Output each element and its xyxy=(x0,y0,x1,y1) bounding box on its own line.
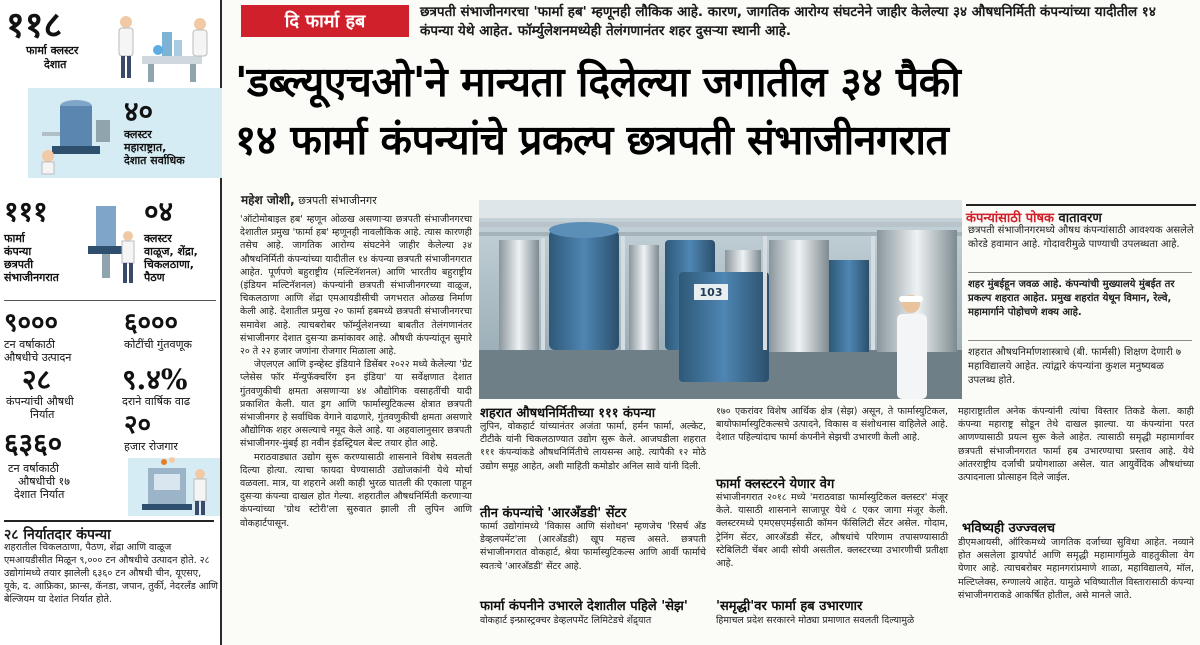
stat-pharma-clusters-label-1: फार्मा क्लस्टर xyxy=(26,44,79,57)
section-heading-future: भविष्यही उज्ज्वलच xyxy=(962,521,1055,536)
stat-exporters-number: २८ xyxy=(22,363,52,396)
stat-pharma-companies-label-1: फार्मा xyxy=(4,232,25,245)
stat-pharma-clusters-number: ११८ xyxy=(6,4,63,46)
stat-production-number: ९००० xyxy=(4,308,59,338)
sidebox-divider-1 xyxy=(968,272,1192,273)
sidebox-heading xyxy=(966,204,1196,226)
stat-growth-number: ९.४% xyxy=(122,363,188,396)
section-body-111-companies: लुपिन, वोकहार्ट यांच्यानंतर अजंता फार्मा, हर्मन फार्मा, अल्केट, टीटीके यांनी चिकलठाण्यात उद्योग सुरू केले. आजघडीला शहरात १११ कंपन्यांकडे औषधनिर्मितीचे लायसन्स आहे. त्यापैकी १२ मोठे उद्योग समूह आहेत, अशी माहिती कमोडोर अनिल सावे यांनी दिली. xyxy=(480,421,706,472)
stat-production-label-2: औषधीचे उत्पादन xyxy=(4,351,72,364)
stat-maharashtra-number: ४० xyxy=(124,95,154,128)
stat-production-label-1: टन वर्षाकाठी xyxy=(4,338,56,351)
stat-maharashtra-label-3: देशात सर्वाधिक xyxy=(124,154,185,167)
section-heading-samruddhi: 'समृद्धी'वर फार्मा हब उभारणार xyxy=(716,599,863,614)
article-growth-story: मराठवाड्यात उद्योग सुरू करण्यासाठी शासनाने विशेष सवलती दिल्या होत्या. त्याचा फायदा घेण्यासाठी उद्योजकांनी येथे मोर्चा वळवला. मात्र, या शहराने अशी काही भुरळ घातली की एकाला पाहून दुसऱ्या कंपन्या दाखल होत गेल्या. शहरातील औषधनिर्मिती करणाऱ्या कंपन्यांच्या 'ग्रोथ स्टोरी'ला सुरुवात झाली ती लुपिन आणि वोकहार्टपासून. xyxy=(240,451,472,529)
stat-export-tonnage-label-1: टन वर्षाकाठी xyxy=(8,462,60,475)
stat-pharma-companies-label-3: छत्रपती xyxy=(4,258,34,271)
stat-clusters-label-3: चिकलठाणा, xyxy=(144,258,194,271)
stat-exporters-label-1: कंपन्यांची औषधी xyxy=(6,395,74,408)
stat-exporters-label-2: निर्यात xyxy=(30,408,55,421)
sidebox-connectivity: शहर मुंबईहून जवळ आहे. कंपन्यांची मुख्यालये मुंबईत तर प्रकल्प शहरात आहेत. प्रमुख शहरांत येथून विमान, रेल्वे, महामार्गाने पोहोचणे शक्य आहे. xyxy=(968,279,1175,318)
section-body-rnd: फार्मा उद्योगांमध्ये 'विकास आणि संशोधन' म्हणजेच 'रिसर्च अँड डेव्हलपमेंट'ला (आरअँडडी) खूप महत्त्व असते. छत्रपती संभाजीनगरात वोकहार्ट, श्रेया फार्मास्युटिकल्स आणि आर्वी फार्माचे स्वतःचे 'आरअँडडी' सेंटर आहे. xyxy=(480,521,706,572)
section-heading-rnd: तीन कंपन्यांचे 'आरअँडडी' सेंटर xyxy=(480,506,627,521)
sidebox-heading-red: कंपन्यांसाठी पोषक xyxy=(966,211,1054,226)
stat-maharashtra-label-2: महाराष्ट्रात, xyxy=(124,141,167,154)
stat-clusters-label-2: वाळूज, शेंद्रा, xyxy=(144,245,198,258)
section-heading-cluster: फार्मा क्लस्टरने येणार वेग xyxy=(716,477,835,492)
section-heading-111-companies: शहरात औषधनिर्मितीच्या १११ कंपन्या xyxy=(480,406,656,421)
stat-export-tonnage-label-3: देशात निर्यात xyxy=(14,488,65,501)
stat-pharma-companies-label-4: संभाजीनगरात xyxy=(4,271,59,284)
reactor-machine-illustration xyxy=(32,92,116,176)
sidebox-heading-rest: वातावरण xyxy=(1053,211,1102,226)
exporters-heading: २८ निर्यातदार कंपन्या xyxy=(4,520,214,544)
stat-export-tonnage-label-2: औषधीची १७ xyxy=(18,475,70,488)
article-intro: 'ऑटोमोबाइल हब' म्हणून ओळख असणाऱ्या छत्रपती संभाजीनगरचा देशातील प्रमुख 'फार्मा हब' म्हणूनही नावलौकिक आहे. त्यास कारणही तसेच आहे. जागतिक आरोग्य संघटनेने जाहीर केलेल्या ३४ औषधनिर्मिती कंपन्यांच्या यादीतील १४ कंपन्या छत्रपती संभाजीनगरात आहेत. पूर्णपणे बहुराष्ट्रीय (मल्टिनॅशनल) आणि भारतीय बहुराष्ट्रीय (इंडियन मल्टिनॅशनल) कंपन्यांनी छत्रपती संभाजीनगरच्या वाळूज, चिकलठाणा आणि शेंद्रा एमआयडीसीची जगभरात ओळख निर्माण केली आहे. देशातील प्रमुख २० फार्मा हबमध्ये छत्रपती संभाजीनगरचा समावेश आहे. त्याचबरोबर फॉर्म्युलेशनच्या बाबतीत तेलंगणानंतर संभाजीनगर देशात दुसऱ्या क्रमांकावर आहे. औषधी कंपन्यांतून सुमारे २० ते २२ हजार जणांना रोजगार मिळाला आहे. xyxy=(240,214,472,358)
stat-pharma-companies-label-2: कंपन्या xyxy=(4,245,32,258)
section-body-samruddhi: हिमाचल प्रदेश सरकारने मोठ्या प्रमाणात सवलती दिल्यामुळे xyxy=(716,615,915,626)
byline xyxy=(241,191,377,208)
pharma-plant-photo xyxy=(479,200,962,399)
stat-clusters-label-1: क्लस्टर xyxy=(144,232,172,245)
section-heading-sez: फार्मा कंपनीने उभारले देशातील पहिले 'सेझ' xyxy=(480,599,688,614)
stat-jobs-label: हजार रोजगार xyxy=(124,440,178,453)
sidebar-divider xyxy=(4,300,216,301)
sidebox-climate: छत्रपती संभाजीनगरमध्ये औषध कंपन्यांसाठी आवश्यक असलेले कोरडे हवामान आहे. गोदावरीमुळे पाण्याची उपलब्धता आहे. xyxy=(968,225,1194,250)
stats-sidebar xyxy=(0,0,222,645)
section-body-sez: वोकहार्ट इन्फ्रास्ट्रक्चर डेव्हलपमेंट लिमिटेडचे शेंद्र्यात xyxy=(480,615,652,626)
article-survey: जेएलएल आणि इन्व्हेस्ट इंडियाने डिसेंबर २०२२ मध्ये केलेल्या 'ग्रेट प्लेसेस फॉर मॅन्युफॅक्चरिंग इन इंडिया' या सर्वेक्षणात देशात गुंतवणुकीची क्षमता असणाऱ्या ४४ औद्योगिक वसाहतींची यादी प्रकाशित केली. यात ड्रग आणि फार्मास्युटिकल्स क्षेत्रात छत्रपती संभाजीनगर हे सर्वाधिक वेगाने वाढणारे, गुंतवणुकीची क्षमता असणारे औद्योगिक शहर असल्याचे नमूद केले आहे. या अहवालानुसार छत्रपती संभाजीनगर-मुंबई हा नवीन इंडस्ट्रियल बेल्ट तयार होत आहे. xyxy=(240,359,472,450)
section-body-cluster: संभाजीनगरात २०१८ मध्ये 'मराठवाडा फार्मास्युटिकल क्लस्टर' मंजूर केले. यासाठी शासनाने साजापूर येथे ८ एकर जागा मंजूर केली. क्लस्टरमध्ये एमएसएमईसाठी कॉमन फॅसिलिटी सेंटर असेल. गोदाम, ट्रेनिंग सेंटर, आरअँडडी सेंटर, औषधांचे परिणाम तपासण्यासाठी स्टेबिलिटी चेंबर आदी सोयी असतील. क्लस्टरच्या उभारणीची प्रतीक्षा आहे. xyxy=(716,492,948,570)
section-body-future: डीएमआयसी, ऑरिकमध्ये जागतिक दर्जाच्या सुविधा आहेत. नव्याने होत असलेला ड्रायपोर्ट आणि समृद्धी महामार्गामुळे वाहतुकीला वेग येणार आहे. त्याचबरोबर महानगरांप्रमाणे शाळा, महाविद्यालये, मॉल, मल्टिप्लेक्स, रुग्णालये आहेत. यामुळे भविष्यातील विस्तारासाठी कंपन्या संभाजीनगराकडे आकर्षित होतील, असे मानले जाते. xyxy=(958,537,1194,601)
stat-clusters-label-4: पैठण xyxy=(144,271,165,284)
stat-growth-label: दराने वार्षिक वाढ xyxy=(122,395,191,408)
stat-investment-number: ६००० xyxy=(124,308,179,338)
scientist-microscope-illustration xyxy=(82,196,138,288)
stat-maharashtra-label-1: क्लस्टर xyxy=(124,128,152,141)
lead-paragraph: छत्रपती संभाजीनगरचा 'फार्मा हब' म्हणूनही लौकिक आहे. कारण, जागतिक आरोग्य संघटनेने जाहीर केलेल्या ३४ औषधनिर्मिती कंपन्यांच्या यादीतील १४ कंपन्या येथे आहेत. फॉर्म्युलेशनमध्येही तेलंगणानंतर शहर दुसऱ्या स्थानी आहे. xyxy=(420,4,1156,39)
stat-pharma-companies-number: १११ xyxy=(4,195,48,228)
headline-line-1: 'डब्ल्यूएचओ'ने मान्यता दिलेल्या जगातील ३४ पैकी xyxy=(235,58,961,106)
headline-line-2: १४ फार्मा कंपन्यांचे प्रकल्प छत्रपती संभाजीनगरात xyxy=(235,116,949,164)
pill-machine-illustration xyxy=(134,454,218,518)
lab-scientists-illustration xyxy=(112,6,212,84)
sidebox-divider-2 xyxy=(968,340,1192,341)
exporters-body: शहरातील चिकलठाणा, पैठण, शेंद्रा आणि वाळूज एमआयडीसीत मिळून ९,००० टन औषधीचे उत्पादन होते. २८ उद्योगांमध्ये तयार झालेली ६३६० टन औषधी चीन, यूएसए, यूके, द. आफ्रिका, फ्रान्स, कॅनडा, जपान, तुर्की, नेदरलँड आणि बेल्जियम या देशांत निर्यात होते. xyxy=(4,542,218,605)
stat-jobs-number: २० xyxy=(124,410,152,440)
article-column-1 xyxy=(240,213,472,530)
section-tag: दि फार्मा हब xyxy=(241,5,409,37)
stat-investment-label: कोटींची गुंतवणूक xyxy=(124,338,193,351)
stat-clusters-number: ०४ xyxy=(144,195,174,228)
section-body-sez-continued: १७० एकरांवर विशेष आर्थिक क्षेत्र (सेझ) असून, ते फार्मास्युटिकल, बायोफार्मास्युटिकल्सचे उत्पादने, विकास व संशोधनास वाहिलेले आहे. देशात पहिल्यांदाच फार्मा कंपनीने सेझची उभारणी केली आहे. xyxy=(716,406,948,444)
byline-author: महेश जोशी, xyxy=(241,193,295,207)
headline xyxy=(235,53,1195,169)
sidebox-education: शहरात औषधनिर्माणशास्त्राचे (बी. फार्मसी) शिक्षण देणारी ७ महाविद्यालये आहेत. त्यांद्वारे कंपन्यांना कुशल मनुष्यबळ उपलब्ध होते. xyxy=(968,347,1182,386)
stat-pharma-clusters-label-2: देशात xyxy=(44,58,67,71)
section-body-samruddhi-continued: महाराष्ट्रातील अनेक कंपन्यांनी त्यांचा विस्तार तिकडे केला. काही कंपन्या महाराष्ट्र सोडून तेथे दाखल झाल्या. या कंपन्यांना परत आणण्यासाठी प्रयत्न सुरू केले आहेत. त्यासाठी समृद्धी महामार्गावर छत्रपती संभाजीनगरात फार्मा हब उभारण्याचा प्रस्ताव आहे. येथे आंतरराष्ट्रीय दर्जाची प्रयोगशाळा असेल. यात आयुर्वेदिक औषधांच्या उत्पादनाला प्रोत्साहन दिले जाईल. xyxy=(958,406,1194,484)
stat-export-tonnage-number: ६३६० xyxy=(4,427,63,460)
byline-place: छत्रपती संभाजीनगर xyxy=(294,194,377,207)
unit-number-label: 103 xyxy=(699,286,723,299)
